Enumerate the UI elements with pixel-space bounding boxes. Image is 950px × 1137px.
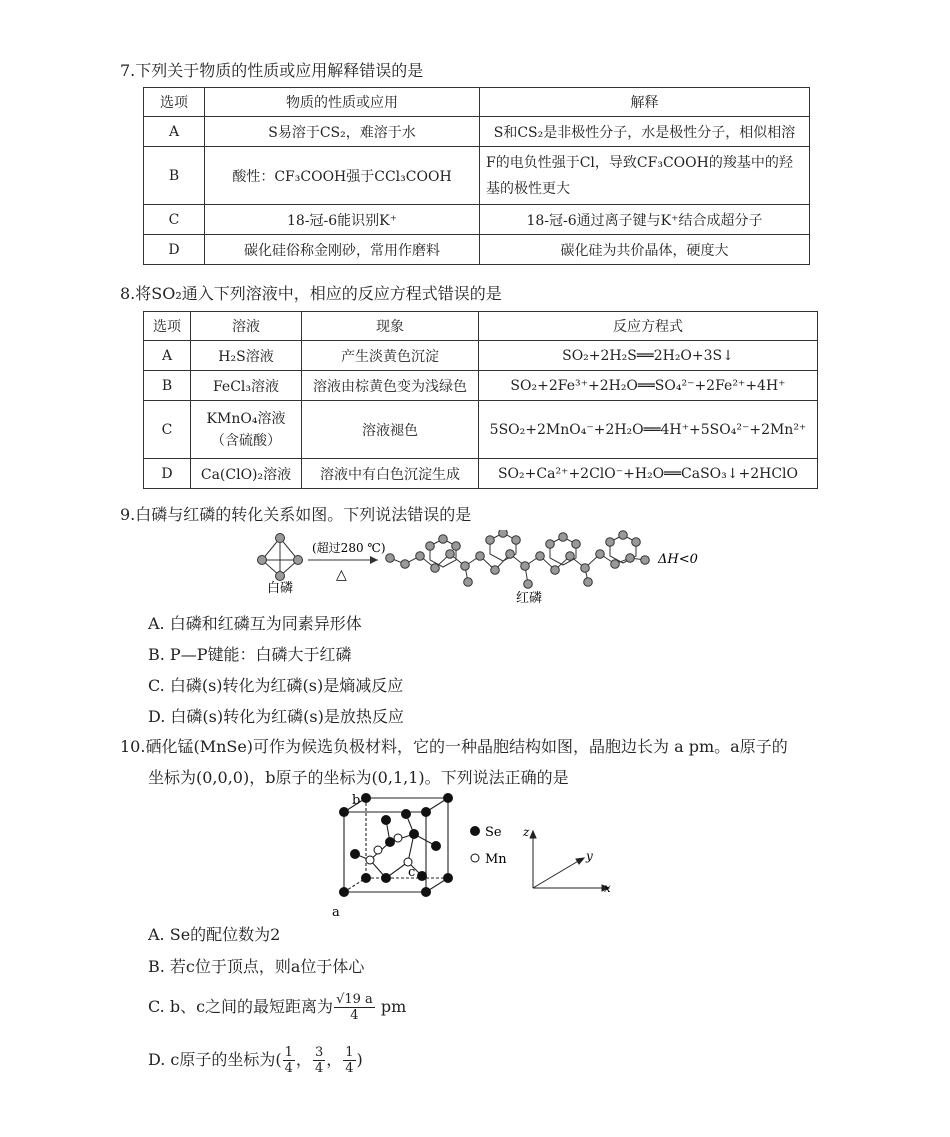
q8-row-b-phenomenon: 溶液由棕黄色变为浅绿色 [302, 371, 479, 401]
q7-row-a-property: S易溶于CS₂，难溶于水 [205, 117, 480, 147]
q7-row-d-option: D [144, 235, 205, 265]
q10-option-d-sep2: ， [326, 1050, 343, 1069]
q8-stem: 8.将SO₂通入下列溶液中，相应的反应方程式错误的是 [120, 284, 502, 303]
q10-option-a: A. Se的配位数为2 [148, 925, 281, 944]
q8-row-b-equation: SO₂+2Fe³⁺+2H₂O══SO₄²⁻+2Fe²⁺+4H⁺ [479, 371, 818, 401]
frac-z-denominator: 4 [345, 1061, 354, 1076]
q9-option-d: D. 白磷(s)转化为红磷(s)是放热反应 [148, 707, 404, 726]
q7-row-c-option: C [144, 205, 205, 235]
frac-x-numerator: 1 [284, 1045, 293, 1060]
q7-row-c-explanation: 18-冠-6通过离子键与K⁺结合成超分子 [480, 205, 810, 235]
q8-row-b-option: B [144, 371, 191, 401]
q8-row-a-equation: SO₂+2H₂S══2H₂O+3S↓ [479, 341, 818, 371]
arrow-head-icon [370, 556, 378, 564]
q8-header-equation: 反应方程式 [479, 312, 818, 341]
q9-option-b: B. P—P键能：白磷大于红磷 [148, 645, 352, 664]
q7-header-property: 物质的性质或应用 [205, 88, 480, 117]
coordinate-axes [530, 831, 609, 891]
q8-row-d-option: D [144, 459, 191, 489]
q10-option-d-close: ) [356, 1050, 363, 1069]
enthalpy-label: ΔH<0 [658, 552, 698, 567]
condition-label: (超过280 ℃) [312, 541, 386, 555]
q7-row-c-property: 18-冠-6能识别K⁺ [205, 205, 480, 235]
x-axis-label: x [604, 881, 611, 895]
q8-row-c-phenomenon: 溶液褪色 [302, 401, 479, 459]
q8-row-c-solution-line2: （含硫酸） [211, 432, 281, 449]
q10-option-b: B. 若c位于顶点，则a位于体心 [148, 957, 365, 976]
q7-row-b-option: B [144, 147, 205, 205]
q7-row-a-option: A [144, 117, 205, 147]
atom-a-label: a [332, 905, 340, 920]
red-phosphorus-label: 红磷 [516, 591, 543, 606]
q9-stem: 9.白磷与红磷的转化关系如图。下列说法错误的是 [120, 505, 472, 524]
q10-option-d [148, 1045, 363, 1076]
atom-c-label: c [408, 865, 416, 880]
white-phosphorus-tetrahedron [262, 538, 298, 576]
mnse-unit-cell-figure [330, 790, 630, 920]
q10-option-d-fraction-y [313, 1045, 325, 1076]
q8-row-c-option: C [144, 401, 191, 459]
q7-row-b-property: 酸性：CF₃COOH强于CCl₃COOH [205, 147, 480, 205]
q8-header-solution: 溶液 [191, 312, 302, 341]
q8-row-c-equation: 5SO₂+2MnO₄⁻+2H₂O══4H⁺+5SO₄²⁻+2Mn²⁺ [479, 401, 818, 459]
q7-row-a-explanation: S和CS₂是非极性分子，水是极性分子，相似相溶 [480, 117, 810, 147]
q10-option-c-denominator: 4 [350, 1008, 359, 1023]
q7-stem: 7.下列关于物质的性质或应用解释错误的是 [120, 61, 424, 80]
q7-header-option: 选项 [144, 88, 205, 117]
q9-option-c: C. 白磷(s)转化为红磷(s)是熵减反应 [148, 676, 404, 695]
q8-row-a-solution: H₂S溶液 [191, 341, 302, 371]
frac-y-numerator: 3 [314, 1045, 324, 1060]
phosphorus-figure [250, 530, 710, 608]
z-axis-label: z [523, 825, 530, 839]
q8-row-c-solution [191, 401, 302, 459]
heat-symbol: △ [336, 567, 347, 583]
q8-row-d-equation: SO₂+Ca²⁺+2ClO⁻+H₂O══CaSO₃↓+2HClO [479, 459, 818, 489]
frac-x-denominator: 4 [284, 1061, 293, 1076]
se-legend-icon [470, 826, 480, 836]
q8-header-option: 选项 [144, 312, 191, 341]
q8-row-a-option: A [144, 341, 191, 371]
mn-legend-label: Mn [485, 852, 507, 867]
white-phosphorus-label: 白磷 [267, 581, 294, 596]
q7-row-b-explanation: F的电负性强于Cl，导致CF₃COOH的羧基中的羟基的极性更大 [480, 147, 810, 205]
q10-option-d-sep1: ， [295, 1050, 312, 1069]
q8-row-d-phenomenon: 溶液中有白色沉淀生成 [302, 459, 479, 489]
q10-option-d-text: D. c原子的坐标为( [148, 1050, 282, 1069]
q8-header-phenomenon: 现象 [302, 312, 479, 341]
frac-y-denominator: 4 [314, 1061, 324, 1076]
q7-row-d-explanation: 碳化硅为共价晶体，硬度大 [480, 235, 810, 265]
frac-z-numerator: 1 [345, 1045, 354, 1060]
q10-stem-line2: 坐标为(0,0,0)，b原子的坐标为(0,1,1)。下列说法正确的是 [148, 768, 569, 787]
q10-option-c-unit: pm [375, 997, 407, 1016]
q8-table [143, 311, 818, 489]
q7-header-explanation: 解释 [480, 88, 810, 117]
q8-row-d-solution: Ca(ClO)₂溶液 [191, 459, 302, 489]
q7-row-d-property: 碳化硅俗称金刚砂，常用作磨料 [205, 235, 480, 265]
q8-row-c-solution-line1: KMnO₄溶液 [206, 410, 286, 427]
se-legend-label: Se [485, 825, 502, 840]
mn-legend-icon [471, 854, 479, 862]
y-axis-label: y [586, 849, 593, 863]
q8-row-b-solution: FeCl₃溶液 [191, 371, 302, 401]
q10-option-c-text: C. b、c之间的最短距离为 [148, 997, 334, 1016]
red-phosphorus-atoms [386, 530, 650, 588]
q10-stem-line1: 10.硒化锰(MnSe)可作为候选负极材料，它的一种晶胞结构如图，晶胞边长为 a pm。a原子的 [120, 737, 788, 756]
q10-option-d-fraction-x [283, 1045, 295, 1076]
q8-row-a-phenomenon: 产生淡黄色沉淀 [302, 341, 479, 371]
atom-b-label: b [352, 793, 361, 808]
q10-option-c-fraction [334, 992, 375, 1023]
q9-option-a: A. 白磷和红磷互为同素异形体 [148, 614, 362, 633]
q10-option-c-numerator: √19 a [336, 992, 373, 1007]
q10-option-d-fraction-z [343, 1045, 355, 1076]
q7-table [143, 87, 810, 265]
q10-option-c [148, 992, 406, 1023]
se-atoms [339, 793, 453, 897]
